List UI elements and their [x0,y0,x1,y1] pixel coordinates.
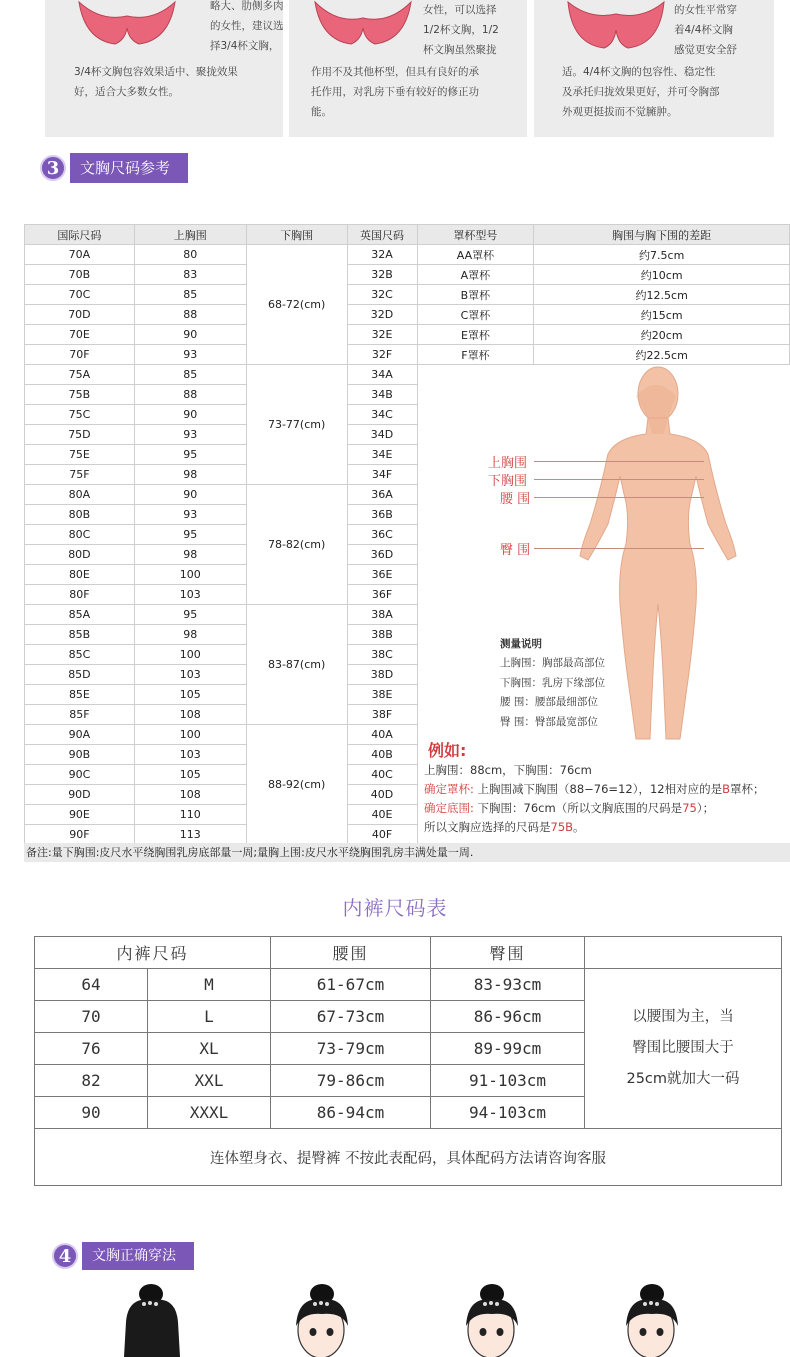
cell-under-bust-range: 68-72(cm) [246,245,347,365]
cell-hip: 94-103cm [431,1097,585,1129]
explain-row: 下胸围：乳房下缘部位 [500,676,605,689]
cell-cup-type: C罩杯 [417,305,534,325]
cell-intl-size: 85E [25,685,135,705]
cell-uk-size: 38A [347,605,417,625]
cell-cup-type: B罩杯 [417,285,534,305]
card-text-line: 作用不及其他杯型，但具有良好的承 [311,66,479,78]
example-line-4 [424,818,790,837]
cell-intl-size: 80B [25,505,135,525]
cell-uk-size: 36C [347,525,417,545]
table-row [25,325,790,345]
example-text: 罩杯； [729,782,765,796]
bra-image [311,0,415,50]
card-text-line: 女性，可以选择 [423,4,497,16]
cell-intl-size: 75B [25,385,135,405]
example-text: 所以文胸应选择的尺码是 [424,820,551,834]
cell-upper-bust: 98 [134,625,246,645]
cell-cup-type: F罩杯 [417,345,534,365]
cell-uk-size: 40B [347,745,417,765]
cell-intl-size: 70A [25,245,135,265]
cell-hip: 91-103cm [431,1065,585,1097]
cell-upper-bust: 95 [134,605,246,625]
cell-bust-difference: 约10cm [534,265,790,285]
cell-intl-size: 90F [25,825,135,845]
cell-uk-size: 34A [347,365,417,385]
cell-intl-size: 90E [25,805,135,825]
cell-uk-size: 38F [347,705,417,725]
side-note-line: 臀围比腰围大于 [632,1040,734,1056]
table-header-row [35,937,782,969]
card-text-line: 着4/4杯文胸 [674,24,733,36]
table-row [25,345,790,365]
example-highlight: 75B [550,820,574,834]
cell-intl-size: 85F [25,705,135,725]
measurement-explain-title: 测量说明 [500,638,542,650]
card-text-line: 及承托归拢效果更好，并可令胸部 [562,86,720,98]
cell-intl-size: 90D [25,785,135,805]
cell-upper-bust: 85 [134,285,246,305]
column-header: 臀围 [431,937,585,969]
cell-uk-size: 40F [347,825,417,845]
cell-upper-bust: 88 [134,385,246,405]
cell-upper-bust: 105 [134,685,246,705]
cell-upper-bust: 103 [134,665,246,685]
cell-under-bust-range: 88-92(cm) [246,725,347,845]
example-label-band: 确定底围: [424,801,474,815]
example-highlight: 75 [682,801,697,815]
card-text-line: 托作用，对乳房下垂有较好的修正功 [311,86,479,98]
cell-intl-size: 70B [25,265,135,285]
cell-hip: 89-99cm [431,1033,585,1065]
cell-waist: 73-79cm [271,1033,431,1065]
cell-uk-size: 40E [347,805,417,825]
cell-bust-difference: 约12.5cm [534,285,790,305]
card-text-line: 择3/4杯文胸， [210,40,280,52]
measurement-note: 备注:量下胸围:皮尺水平绕胸围乳房底部量一周;量胸上围:皮尺水平绕胸围乳房丰满处量一周. [24,843,790,862]
card-text-line: 能。 [311,106,332,118]
empty-header-cell [585,937,782,969]
wearing-steps-illustrations [0,1282,790,1357]
measure-line-under-bust [534,479,704,480]
cell-upper-bust: 93 [134,425,246,445]
cell-intl-size: 75C [25,405,135,425]
cell-uk-size: 40A [347,725,417,745]
label-under-bust: 下胸围 [488,474,528,489]
cell-uk-size: 32A [347,245,417,265]
cell-intl-size: 70E [25,325,135,345]
cup-type-card-middle [289,0,527,137]
cell-under-bust-range: 73-77(cm) [246,365,347,485]
measure-line-hip [534,548,704,549]
cell-uk-size: 34E [347,445,417,465]
body-measurement-figure [418,364,790,744]
example-line-1: 上胸围：88cm，下胸围：76cm [424,763,592,777]
cell-uk-size: 34C [347,405,417,425]
illustration-head-front-2 [456,1282,526,1357]
cell-size-letter: XXXL [148,1097,271,1129]
cell-uk-size: 36B [347,505,417,525]
example-highlight: B [722,782,730,796]
cell-intl-size: 75F [25,465,135,485]
cell-hip: 86-96cm [431,1001,585,1033]
cell-waist: 67-73cm [271,1001,431,1033]
cell-upper-bust: 108 [134,705,246,725]
cell-upper-bust: 113 [134,825,246,845]
card-text-line: 的女性，建议选 [210,20,284,32]
cell-intl-size: 80E [25,565,135,585]
cell-upper-bust: 95 [134,525,246,545]
cell-upper-bust: 105 [134,765,246,785]
measure-line-waist [534,497,704,498]
table-row [25,265,790,285]
side-note [585,969,782,1129]
card-text-line: 1/2杯文胸，1/2 [423,24,499,36]
cell-upper-bust: 83 [134,265,246,285]
cell-waist: 86-94cm [271,1097,431,1129]
cell-uk-size: 32D [347,305,417,325]
cell-upper-bust: 88 [134,305,246,325]
cell-under-bust-range: 83-87(cm) [246,605,347,725]
cell-intl-size: 85A [25,605,135,625]
cell-intl-size: 80F [25,585,135,605]
cell-intl-size: 70C [25,285,135,305]
cell-intl-size: 80A [25,485,135,505]
cell-uk-size: 32B [347,265,417,285]
example-text: 上胸围减下胸围（88−76=12），12相对应的是 [473,782,723,796]
section-header-how-to-wear [52,1242,194,1270]
cell-uk-size: 32E [347,325,417,345]
cell-upper-bust: 85 [134,365,246,385]
panties-size-table [34,936,782,1186]
example-text: ）； [696,801,715,815]
cell-uk-size: 38C [347,645,417,665]
cell-bust-difference: 约20cm [534,325,790,345]
example-block [424,761,790,837]
cell-upper-bust: 103 [134,585,246,605]
measurement-explain-list [500,654,605,732]
side-note-line: 以腰围为主，当 [632,1009,734,1025]
cell-intl-size: 90C [25,765,135,785]
cell-uk-size: 36F [347,585,417,605]
cell-upper-bust: 100 [134,565,246,585]
cell-upper-bust: 90 [134,325,246,345]
cell-uk-size: 38E [347,685,417,705]
cell-size-number: 64 [35,969,148,1001]
table-footer-row [35,1129,782,1186]
label-waist: 腰 围 [500,492,531,507]
card-text-line: 感觉更安全舒 [674,44,737,56]
bra-image [564,0,668,52]
cell-bust-difference: 约22.5cm [534,345,790,365]
cell-size-letter: XXL [148,1065,271,1097]
cell-intl-size: 75E [25,445,135,465]
section-title: 文胸尺码参考 [70,153,188,183]
cell-uk-size: 32C [347,285,417,305]
table-header-row [25,225,790,245]
illustration-head-front-3 [616,1282,686,1357]
cell-upper-bust: 110 [134,805,246,825]
cell-bust-difference: 约7.5cm [534,245,790,265]
measure-line-upper-bust [534,461,704,462]
cell-uk-size: 38B [347,625,417,645]
cell-under-bust-range: 78-82(cm) [246,485,347,605]
cell-waist: 61-67cm [271,969,431,1001]
cell-uk-size: 38D [347,665,417,685]
cell-uk-size: 40D [347,785,417,805]
example-line-2 [424,780,790,799]
column-header: 罩杯型号 [417,225,534,245]
example-text: 。 [573,820,585,834]
cell-upper-bust: 90 [134,485,246,505]
cell-size-number: 76 [35,1033,148,1065]
cell-uk-size: 32F [347,345,417,365]
example-title: 例如: [428,741,467,760]
column-header: 国际尺码 [25,225,135,245]
cell-intl-size: 85B [25,625,135,645]
cell-cup-type: AA罩杯 [417,245,534,265]
illustration-head-front-1 [286,1282,356,1357]
cell-size-letter: XL [148,1033,271,1065]
example-text: 下胸围：76cm（所以文胸底围的尺码是 [473,801,683,815]
example-label-cup: 确定罩杯: [424,782,474,796]
label-upper-bust: 上胸围 [488,456,528,471]
cell-size-number: 90 [35,1097,148,1129]
table-row [35,969,782,1001]
column-header: 英国尺码 [347,225,417,245]
cell-uk-size: 34F [347,465,417,485]
panties-footer-note: 连体塑身衣、提臀裤 不按此表配码，具体配码方法请咨询客服 [35,1129,782,1186]
explain-row: 腰 围：腰部最细部位 [500,696,598,708]
card-text-line: 适。4/4杯文胸的包容性、稳定性 [562,66,716,78]
explain-row: 臀 围：臀部最宽部位 [500,715,598,728]
column-header: 下胸围 [246,225,347,245]
table-row [25,305,790,325]
cell-size-number: 70 [35,1001,148,1033]
cell-upper-bust: 93 [134,345,246,365]
table-row [25,285,790,305]
card-text-line: 略大、肋侧多肉 [210,0,284,12]
example-line-3 [424,799,790,818]
cell-intl-size: 85D [25,665,135,685]
cell-intl-size: 80D [25,545,135,565]
cup-type-card-left [45,0,283,137]
cell-intl-size: 70F [25,345,135,365]
cell-upper-bust: 80 [134,245,246,265]
cell-upper-bust: 108 [134,785,246,805]
card-text-line: 外观更挺拔而不觉臃肿。 [562,106,678,118]
cell-upper-bust: 100 [134,645,246,665]
label-hip: 臀 围 [500,543,531,558]
cell-intl-size: 70D [25,305,135,325]
card-text-line: 好，适合大多数女性。 [74,86,179,98]
cell-intl-size: 90A [25,725,135,745]
column-header: 上胸围 [134,225,246,245]
card-text-line: 3/4杯文胸包容效果适中、聚拢效果 [74,66,238,78]
column-header: 腰围 [271,937,431,969]
cell-uk-size: 36A [347,485,417,505]
cell-cup-type: E罩杯 [417,325,534,345]
cell-upper-bust: 93 [134,505,246,525]
cell-intl-size: 75D [25,425,135,445]
cell-uk-size: 34B [347,385,417,405]
table-row [25,245,790,265]
cell-upper-bust: 98 [134,545,246,565]
cell-upper-bust: 100 [134,725,246,745]
bra-image [75,0,179,50]
section-header-size-reference [40,153,188,183]
cell-size-number: 82 [35,1065,148,1097]
panties-table-title: 内裤尺码表 [342,896,448,920]
cell-cup-type: A罩杯 [417,265,534,285]
section-title: 文胸正确穿法 [82,1242,194,1270]
section-number-badge: 3 [40,155,66,181]
cell-uk-size: 36E [347,565,417,585]
illustration-head-back-view [118,1282,188,1357]
cup-type-card-right [534,0,774,137]
cell-intl-size: 90B [25,745,135,765]
card-text-line: 杯文胸虽然聚拢 [423,44,497,56]
cell-upper-bust: 98 [134,465,246,485]
cell-size-letter: M [148,969,271,1001]
cell-intl-size: 75A [25,365,135,385]
cell-upper-bust: 103 [134,745,246,765]
card-text-line: 的女性平常穿 [674,4,737,16]
cell-uk-size: 34D [347,425,417,445]
side-note-line: 25cm就加大一码 [626,1071,740,1087]
cell-size-letter: L [148,1001,271,1033]
column-header: 胸围与胸下围的差距 [534,225,790,245]
cell-upper-bust: 90 [134,405,246,425]
column-header: 内裤尺码 [35,937,271,969]
cell-waist: 79-86cm [271,1065,431,1097]
cell-intl-size: 85C [25,645,135,665]
cell-uk-size: 40C [347,765,417,785]
cell-hip: 83-93cm [431,969,585,1001]
explain-row: 上胸围：胸部最高部位 [500,657,605,669]
cell-intl-size: 80C [25,525,135,545]
cell-bust-difference: 约15cm [534,305,790,325]
cell-uk-size: 36D [347,545,417,565]
cell-upper-bust: 95 [134,445,246,465]
section-number-badge: 4 [52,1243,78,1269]
